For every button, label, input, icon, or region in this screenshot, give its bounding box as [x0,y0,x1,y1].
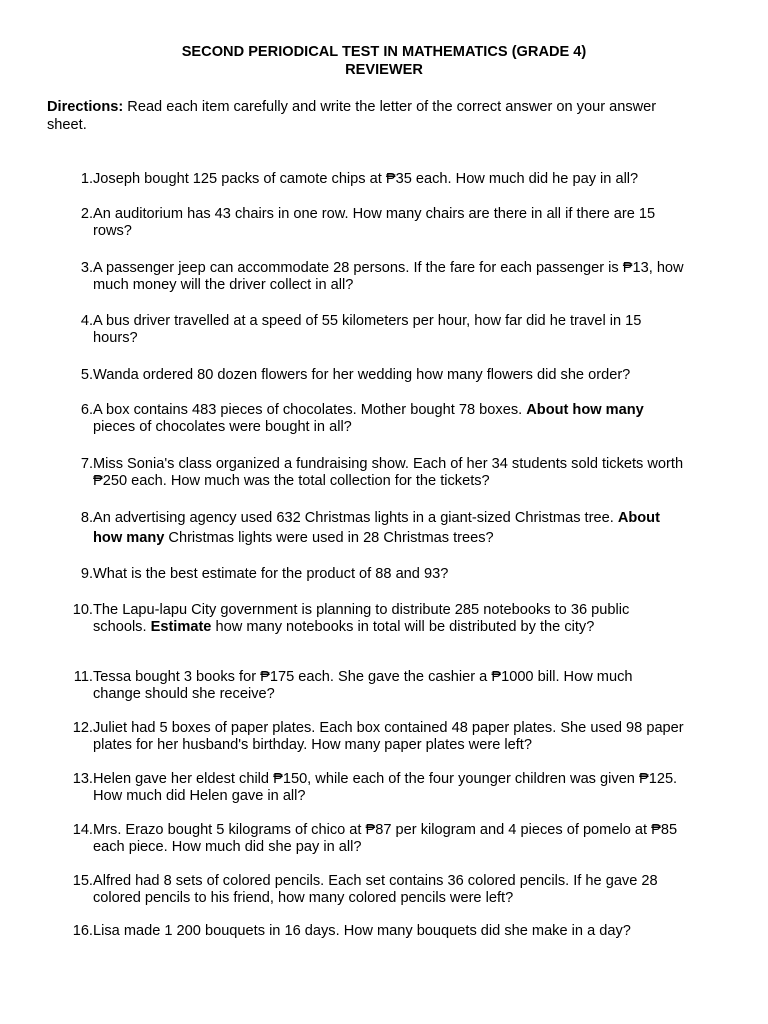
question-text [93,171,730,188]
question-text [93,510,730,547]
question-number: 15. [72,873,93,889]
question-segment: Tessa bought 3 books for ₱175 each. She gave the cashier a ₱1000 bill. How much [93,669,633,685]
directions [47,98,727,134]
question-line [93,669,730,686]
question-line [93,923,730,940]
question-line [93,737,730,754]
question-segment: hours? [93,330,138,346]
question-segment: Juliet had 5 boxes of paper plates. Each box contained 48 paper plates. She used 98 paper [93,720,684,736]
question-number: 8. [80,510,93,526]
question-line [93,171,730,188]
question-text [93,402,730,436]
question-segment: How much did Helen gave in all? [93,788,306,804]
question-line [93,890,730,907]
question-text [93,602,730,636]
question-segment: Wanda ordered 80 dozen flowers for her wedding how many flowers did she order? [93,367,631,383]
question-line [93,822,730,839]
question-number: 2. [80,206,93,222]
question-line [93,260,730,277]
question-segment: What is the best estimate for the product of 88 and 93? [93,566,449,582]
question-text [93,923,730,940]
question-segment: how many notebooks in total will be distributed by the city? [211,619,595,635]
question-text [93,720,730,754]
question-line [93,223,730,240]
question-segment: A bus driver travelled at a speed of 55 kilometers per hour, how far did he travel in 15 [93,313,642,329]
question-text [93,260,730,294]
question-text [93,206,730,240]
question-segment: Miss Sonia's class organized a fundraising show. Each of her 34 students sold tickets worth [93,456,684,472]
question-line [93,510,730,527]
question-line [93,771,730,788]
question-number: 11. [73,669,93,685]
question-line [93,720,730,737]
question-number: 4. [80,313,93,329]
question-text [93,873,730,907]
question-number: 6. [80,402,93,418]
question-number: 10. [72,602,93,618]
question-number: 1. [80,171,93,187]
question-line [93,839,730,856]
question-text [93,771,730,805]
question-line [93,566,730,583]
question-segment: Alfred had 8 sets of colored pencils. Each set contains 36 colored pencils. If he gave 28 [93,873,658,889]
question-segment: Mrs. Erazo bought 5 kilograms of chico at ₱87 per kilogram and 4 pieces of pomelo at ₱85 [93,822,678,838]
document-title: SECOND PERIODICAL TEST IN MATHEMATICS (GRADE 4) [181,44,587,60]
question-segment: schools. [93,619,151,635]
question-text [93,669,730,703]
question-line [93,619,730,636]
question-segment: much money will the driver collect in all? [93,277,354,293]
question-line [93,206,730,223]
question-number: 12. [72,720,93,736]
question-text [93,566,730,583]
question-line [93,367,730,384]
question-text [93,313,730,347]
question-segment: Joseph bought 125 packs of camote chips at ₱35 each. How much did he pay in all? [93,171,639,187]
question-segment: rows? [93,223,132,239]
question-number: 7. [80,456,93,472]
question-segment: Lisa made 1 200 bouquets in 16 days. How many bouquets did she make in a day? [93,923,631,939]
question-text [93,822,730,856]
question-segment: ₱250 each. How much was the total collection for the tickets? [93,473,490,489]
question-number: 9. [80,566,93,582]
question-line [93,873,730,890]
question-number: 3. [80,260,93,276]
question-text [93,456,730,490]
question-line [93,419,730,436]
question-line [93,530,730,547]
document-subtitle: REVIEWER [345,62,423,78]
question-emphasis: About [617,510,660,526]
question-number: 13. [72,771,93,787]
question-number: 16. [72,923,93,939]
question-line [93,330,730,347]
directions-text: Read each item carefully and write the letter of the correct answer on your answer [123,99,657,115]
question-line [93,686,730,703]
question-emphasis: how many [93,530,165,546]
question-segment: pieces of chocolates were bought in all? [93,419,352,435]
question-segment: An advertising agency used 632 Christmas lights in a giant-sized Christmas tree. [93,510,618,526]
question-line [93,456,730,473]
directions-label: Directions: [47,99,124,115]
question-line [93,402,730,419]
question-segment: colored pencils to his friend, how many colored pencils were left? [93,890,514,906]
question-segment: The Lapu-lapu City government is planning to distribute 285 notebooks to 36 public [93,602,630,618]
question-segment: Helen gave her eldest child ₱150, while each of the four younger children was given ₱125. [93,771,678,787]
question-segment: A passenger jeep can accommodate 28 persons. If the fare for each passenger is ₱13, how [93,260,684,276]
question-segment: A box contains 483 pieces of chocolates. Mother bought 78 boxes. [93,402,527,418]
question-line [93,602,730,619]
question-segment: each piece. How much did she pay in all? [93,839,362,855]
question-segment: plates for her husband's birthday. How many paper plates were left? [93,737,532,753]
question-segment: Christmas lights were used in 28 Christmas trees? [164,530,494,546]
question-emphasis: Estimate [150,619,212,635]
question-number: 5. [80,367,93,383]
question-line [93,788,730,805]
question-segment: An auditorium has 43 chairs in one row. How many chairs are there in all if there are 15 [93,206,656,222]
question-emphasis: About how many [526,402,644,418]
question-segment: change should she receive? [93,686,275,702]
question-line [93,313,730,330]
question-text [93,367,730,384]
question-number: 14. [72,822,93,838]
directions-text-continued: sheet. [47,117,87,133]
question-line [93,277,730,294]
question-line [93,473,730,490]
